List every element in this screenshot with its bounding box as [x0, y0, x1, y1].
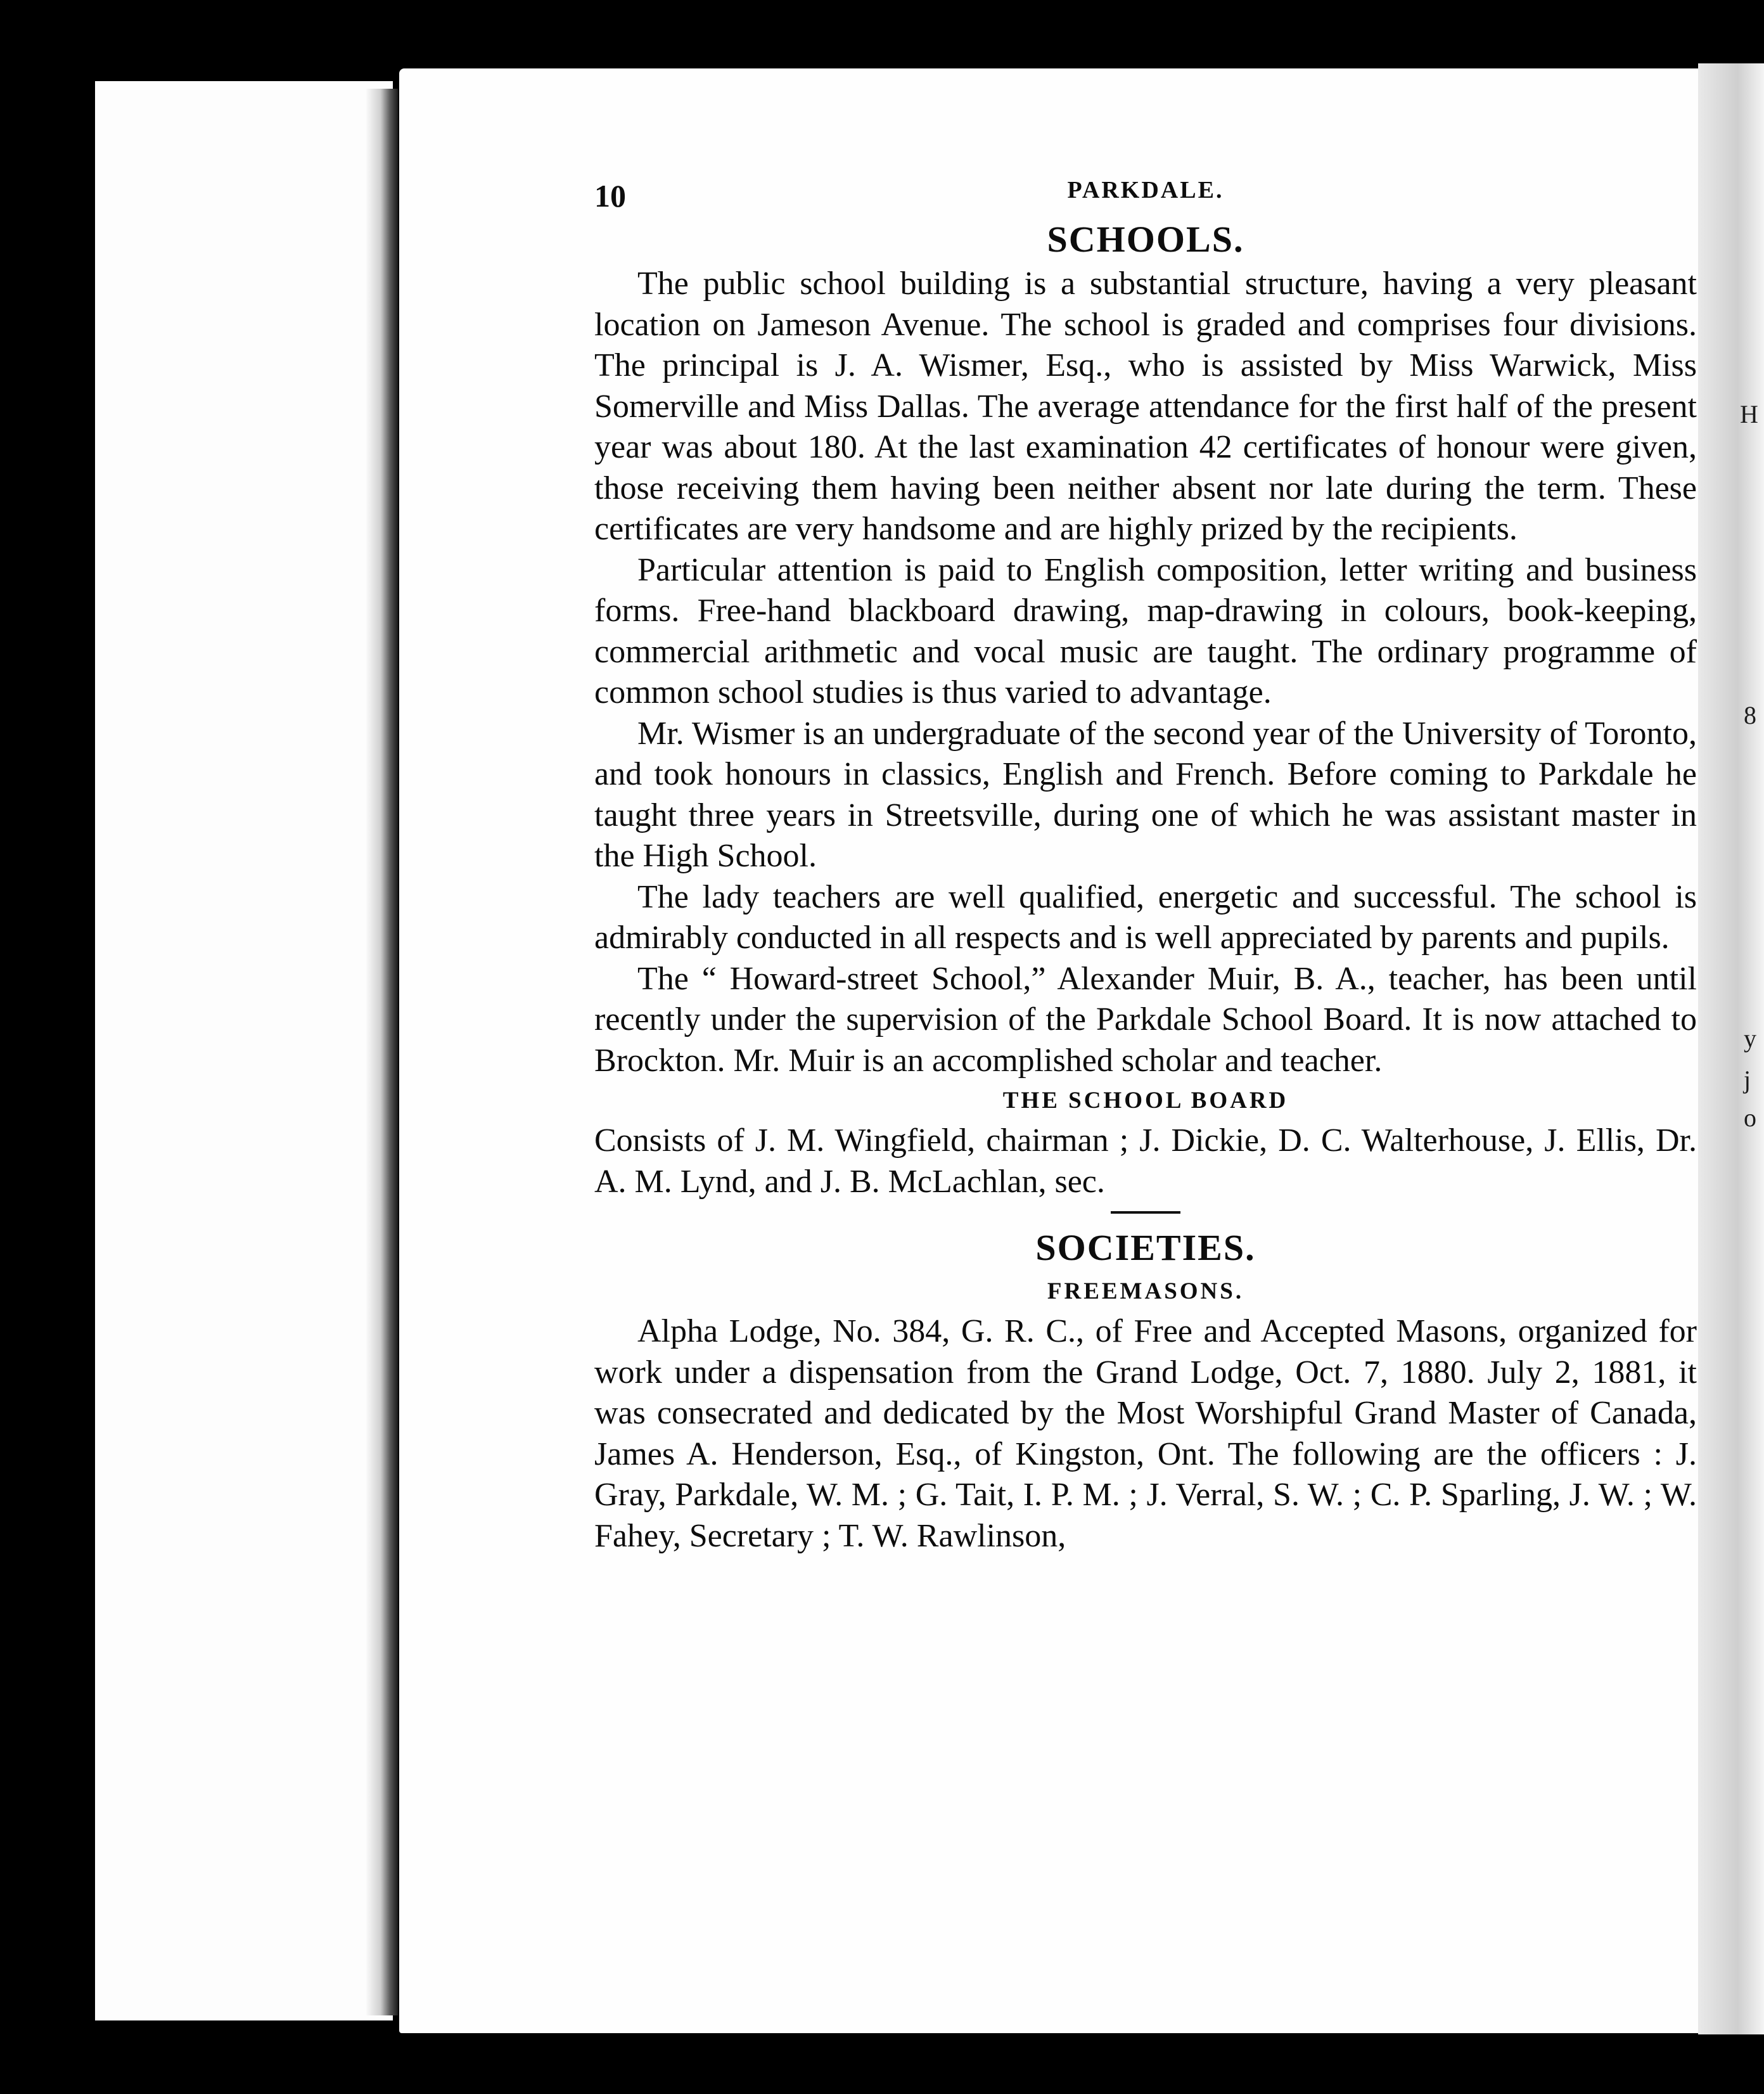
paragraph: Mr. Wismer is an undergraduate of the second year of the University of Toronto, and took honours in classics, English and French. Before coming to Parkdale he taught three years in Streetsville, during one of which he was assistant master in the High School. — [594, 715, 1697, 874]
facing-page-edge — [1698, 63, 1764, 2034]
edge-glyph: H — [1740, 400, 1758, 428]
paragraph: Particular attention is paid to English composition, letter writing and business forms. Free-hand blackboard drawing, map-drawing in colours, book-keeping, commercial arithmetic and vocal music are taught. The ordinary programme of common school studies is thus varied to advantage. — [594, 551, 1697, 710]
paragraph: The lady teachers are well qualified, energetic and successful. The school is admirably conducted in all respects and is well appreciated by parents and pupils. — [594, 878, 1697, 956]
page-text — [594, 158, 1697, 1557]
societies-heading: SOCIETIES. — [1035, 1227, 1256, 1268]
schools-heading: SCHOOLS. — [1047, 219, 1244, 260]
page-number: 10 — [594, 178, 626, 214]
edge-glyph: y — [1744, 1024, 1756, 1053]
school-board-paragraph: Consists of J. M. Wingfield, chairman ; J. Dickie, D. C. Walterhouse, J. Ellis, Dr. A. M. Lynd, and J. B. McLachlan, sec. — [594, 1122, 1697, 1200]
edge-glyph: 8 — [1744, 701, 1756, 729]
edge-glyph: j — [1744, 1065, 1751, 1094]
paragraph: Alpha Lodge, No. 384, G. R. C., of Free and Accepted Masons, organized for work under a dispensation from the Grand Lodge, Oct. 7, 1880. July 2, 1881, it was consecrated and dedicated by the Most Worshipful Grand Master of Canada, James A. Henderson, Esq., of Kingston, Ont. The following are the officers : J. Gray, Parkdale, W. M. ; G. Tait, I. P. M. ; J. Verral, S. W. ; C. P. Sparling, J. W. ; W. Fahey, Secretary ; T. W. Rawlinson, — [594, 1313, 1697, 1554]
freemasons-heading: FREEMASONS. — [1047, 1278, 1244, 1304]
section-divider — [1111, 1211, 1180, 1214]
book-gutter — [366, 89, 398, 2015]
paragraph: The public school building is a substantial structure, having a very pleasant location on Jameson Avenue. The school is graded and comprises four divisions. The principal is J. A. Wismer, Esq., who is assisted by Miss Warwick, Miss Somerville and Miss Dallas. The average attendance for the first half of the present year was about 180. At the last examination 42 certificates of honour were given, those receiving them having been neither absent nor late during the term. These certificates are very handsome and are highly prized by the recipients. — [594, 266, 1697, 547]
paragraph: The “ Howard-street School,” Alexander Muir, B. A., teacher, has been until recently under the supervision of the Parkdale School Board. It is now attached to Brockton. Mr. Muir is an accomplished scholar and teacher. — [594, 960, 1697, 1079]
running-title: PARKDALE. — [1067, 177, 1224, 203]
school-board-heading: THE SCHOOL BOARD — [1002, 1088, 1289, 1114]
facing-left-leaf — [95, 81, 393, 2020]
running-head — [594, 158, 1697, 215]
edge-glyph: o — [1744, 1103, 1756, 1132]
